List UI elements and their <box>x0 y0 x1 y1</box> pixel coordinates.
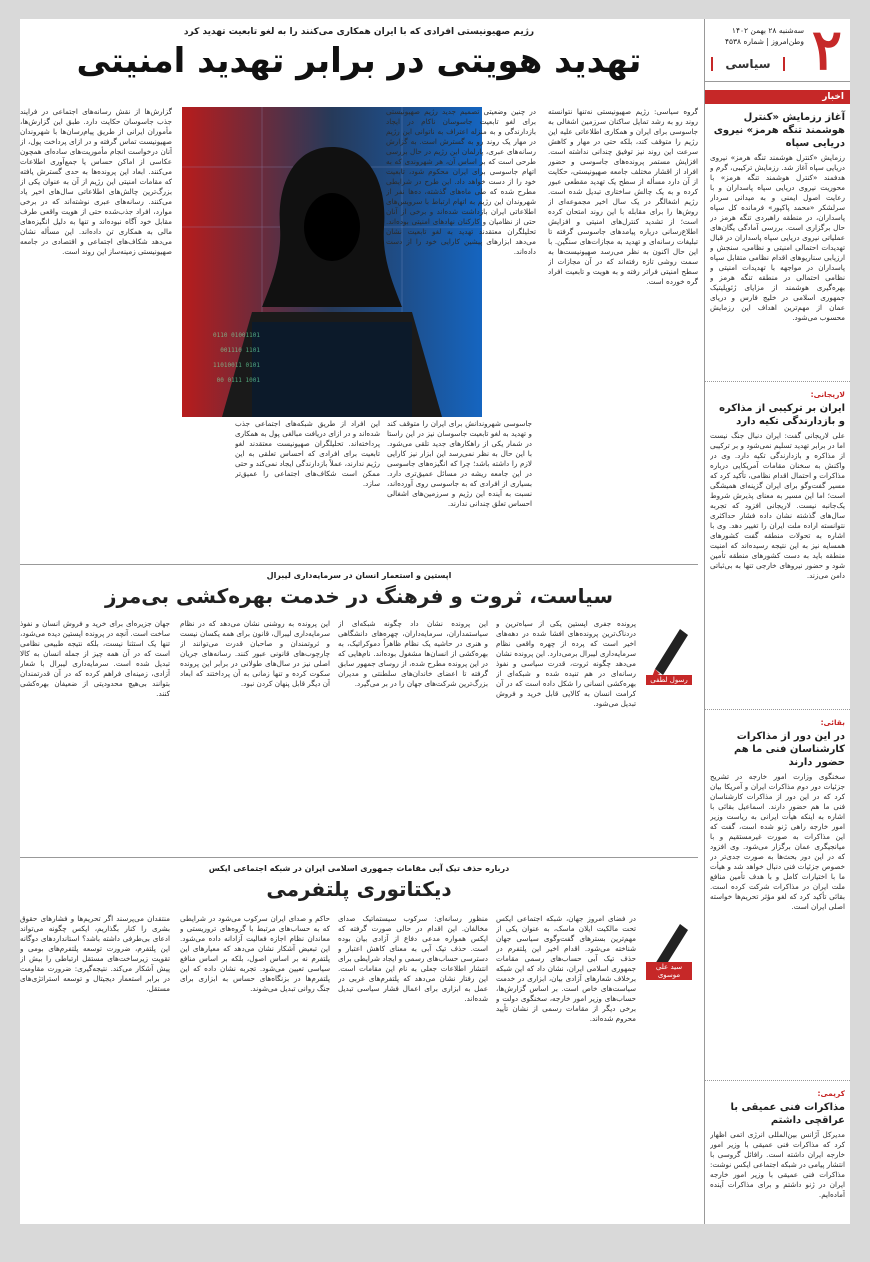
main-kicker: رژیم صهیونیستی افرادی که با ایران همکاری می‌کنند را به لغو تابعیت تهدید کرد <box>183 27 535 37</box>
author-box <box>640 914 698 984</box>
article2-col-3: این پرونده به روشنی نشان می‌دهد که در نظام سرمایه‌داری لیبرال، قانون برای همه یکسان نیست و ثروتمندان و صاحبان قدرت می‌توانند از چارچوب‌های قانونی عبور کنند. رسانه‌های جریان اصلی نیز در سال‌های طولانی در برابر این پرونده سکوت کرده و تنها زمانی به آن پرداختند که ابعاد آن دیگر قابل پنهان کردن نبود. <box>180 619 330 688</box>
article2-col-4: جهان جزیره‌ای برای خرید و فروش انسان و نفوذ ساخت است. آنچه در پرونده اپستین دیده می‌شود، تنها یک استثنا نیست، بلکه نتیجه طبیعی نظامی است که در آن همه چیز از جمله انسان به کالا تبدیل شده است. سرمایه‌داری لیبرال با شعار آزادی، زمینه‌ای فراهم کرده که در آن قدرتمندان بتوانند بی‌هیچ محدودیتی از ضعیفان بهره‌کشی کنند. <box>20 619 170 698</box>
pen-icon <box>640 619 698 679</box>
side-news-1 <box>705 104 850 377</box>
news-body: سخنگوی وزارت امور خارجه در تشریح جزئیات دور دوم مذاکرات ایران و آمریکا بیان کرد که در این دور از مذاکرات کارشناسان فنی ما هم حضور دارند. اسماعیل بقائی با اشاره به اینکه هیأت ایرانی به ریاست وزیر امور خارجه راهی ژنو شده است، گفت که این مذاکرات به صورت غیرمستقیم و با میانجیگری عمان برگزار می‌شود. وی افزود که در این دور بحث‌ها به صورت جدی‌تر در خصوص جزئیات فنی دنبال خواهد شد و هیأت ما با اختیارات کامل و با هدف تأمین منافع ملت ایران در مذاکرات شرکت کرده است. بقائی تأکید کرد که لغو مؤثر تحریم‌ها خواسته اصلی ایران است. <box>710 772 845 911</box>
side-news-4 <box>705 1085 850 1224</box>
main-col-3: گزارش‌ها از نقش رسانه‌های اجتماعی در فرایند جذب جاسوسان حکایت دارد. طبق این گزارش‌ها، مأموران ایرانی از طریق پیام‌رسان‌ها با شهروندان صهیونیست تماس گرفته و در ازای پرداخت پول، از آنان درخواست انجام مأموریت‌های ساده‌ای همچون عکاسی از اماکن حساس یا جمع‌آوری اطلاعات می‌کنند. ابعاد این پرونده‌ها به حدی گسترش یافته که مقامات امنیتی این رژیم از آن به عنوان یکی از بزرگ‌ترین چالش‌های اطلاعاتی سال‌های اخیر یاد می‌کنند. رسانه‌های عبری نوشته‌اند که در برخی موارد، افراد جذب‌شده حتی از هویت واقعی طرف مقابل خود آگاه نبوده‌اند و تنها به دلیل انگیزه‌های مالی به همکاری تن داده‌اند. این مسأله نشان می‌دهد شکاف‌های اجتماعی و اقتصادی در جامعه صهیونیستی زمینه‌ساز این روند است. <box>20 107 172 256</box>
main-col-1: گروه سیاسی: رژیم صهیونیستی نه‌تنها نتوانسته روند رو به رشد تمایل ساکنان سرزمین اشغالی به جاسوسی برای ایران و همکاری اطلاعاتی علیه این رژیم را متوقف کند، بلکه حتی در مهار و کاهش سرعت این روند نیز توفیق چندانی نداشته است. افزایش مستمر پرونده‌های جاسوسی و حضور افراد از اقشار مختلف جامعه صهیونیستی، حکایت از آن دارد مسأله از سطح یک تهدید مقطعی عبور کرده و به یک چالش ساختاری تبدیل شده است. رژیم اشغالگر در یک سال اخیر مجموعه‌ای از روش‌ها را برای مقابله با این روند امتحان کرده است؛ از تشدید کنترل‌های امنیتی و افزایش اطلاع‌رسانی درباره پیامدهای جاسوسی گرفته تا تبلیغات رسانه‌ای و تهدید به مجازات‌های سنگین. با این حال اکنون به نظر می‌رسد صهیونیست‌ها به سمت روشی تازه رفته‌اند که در آن مجازات از سطح امنیتی فراتر رفته و به هویت و تابعیت افراد گره خورده است. <box>548 107 698 286</box>
article2-col-1: پرونده جفری اپستین یکی از سیاه‌ترین و دردناک‌ترین پرونده‌های افشا شده در دهه‌های اخیر است که پرده از چهره واقعی نظام سرمایه‌داری لیبرال برمی‌دارد. این پرونده نشان می‌دهد چگونه ثروت، قدرت سیاسی و نفوذ رسانه‌ای در هم تنیده شده و شبکه‌ای از بهره‌کشی انسانی را شکل داده است که در آن کرامت انسان به کالایی قابل خرید و فروش تبدیل می‌شود. <box>496 619 636 708</box>
author-name: رسول لطفی <box>646 675 692 685</box>
side-column <box>704 19 850 1224</box>
main-col-5: این افراد از طریق شبکه‌های اجتماعی جذب شده‌اند و در ازای دریافت مبالغی پول به همکاری پرداخته‌اند. تحلیلگران صهیونیست معتقدند لغو تابعیت برای افرادی که احساس تعلقی به این رژیم ندارند، عملاً بازدارندگی ایجاد نمی‌کند و حتی ممکن است شکاف‌های اجتماعی را عمیق‌تر سازد. <box>235 419 380 488</box>
article2-headline: سیاست، ثروت و فرهنگ در خدمت بهره‌کشی بی‌مرز <box>104 584 614 608</box>
news-kicker: کریمی: <box>817 1089 845 1098</box>
page-number: ۲ <box>811 19 842 83</box>
news-title: ایران بر ترکیبی از مذاکره و بازدارندگی تکیه دارد <box>719 403 845 427</box>
news-kicker: لاریجانی: <box>810 390 845 399</box>
news-label: اخبار <box>705 90 850 104</box>
svg-text:01001101 0110: 01001101 0110 <box>213 332 260 339</box>
issue-date: سه‌شنبه ۲۸ بهمن ۱۴۰۲ <box>731 26 804 35</box>
main-col-2: در چنین وضعیتی تصمیم جدید رژیم صهیونیستی برای لغو تابعیت جاسوسان ناکام در ایجاد بازدارندگی و به منزله اعتراف به ناتوانی این رژیم در مهار یک روند رو به گسترش است. به گزارش رسانه‌های عبری، پارلمان این رژیم در حال بررسی طرحی است که بر اساس آن، هر شهروندی که به اتهام جاسوسی برای ایران محکوم شود، تابعیت خود را از دست خواهد داد. این طرح در شرایطی مطرح شده که طی ماه‌های گذشته، ده‌ها نفر از شهروندان این رژیم به اتهام ارتباط با سرویس‌های اطلاعاتی ایران بازداشت شده‌اند و برخی از آنان حتی از نظامیان و کارکنان نهادهای امنیتی بوده‌اند. تحلیلگران معتقدند تهدید به لغو تابعیت نشان می‌دهد ابزارهای پیشین کارایی خود را از دست داده‌اند. <box>386 107 536 256</box>
main-col-4: جاسوسی شهروندانش برای ایران را متوقف کند و تهدید به لغو تابعیت جاسوسان نیز در این راستا در شمار یکی از راهکارهای جدید تلقی می‌شود. با این حال به نظر نمی‌رسد این ابزار نیز کارایی لازم را داشته باشد؛ چرا که انگیزه‌های جاسوسی در این جامعه ریشه در مسائل عمیق‌تری دارد. بسیاری از افرادی که به جاسوسی روی آورده‌اند، نسبت به آینده این رژیم و سرزمین‌های اشغالی احساس تعلق چندانی ندارند. <box>387 419 532 508</box>
svg-text:0101 11010011: 0101 11010011 <box>213 362 260 369</box>
svg-text:1101 001110: 1101 001110 <box>220 347 260 354</box>
main-headline: تهدید هویتی در برابر تهدید امنیتی <box>76 41 642 81</box>
divider <box>20 857 698 858</box>
article3-col-3: حاکم و صدای ایران سرکوب می‌شود در شرایطی که به حساب‌های مرتبط با گروه‌های تروریستی و معاندان نظام اجازه فعالیت آزادانه داده می‌شود. این تبعیض آشکار نشان می‌دهد که معیارهای این پلتفرم نه بر اساس اصول، بلکه بر اساس منافع سیاسی تعیین می‌شود. تجربه نشان داده که این پلتفرم‌ها در بزنگاه‌های حساس به ابزاری برای جنگ روانی تبدیل می‌شوند. <box>180 914 330 993</box>
article3-kicker: درباره حذف تیک آبی مقامات جمهوری اسلامی ایران در شبکه اجتماعی ایکس <box>208 864 510 873</box>
side-news-3 <box>705 714 850 1076</box>
author-box <box>640 619 698 689</box>
svg-text:1001 0111 00: 1001 0111 00 <box>216 377 260 384</box>
divider <box>705 1080 850 1081</box>
page-header <box>705 19 850 82</box>
news-title: در این دور از مذاکرات کارشناسان فنی ما هم حضور دارند <box>733 731 845 768</box>
author-name: سید علی موسوی <box>646 962 692 980</box>
side-news-2 <box>705 386 850 705</box>
divider <box>705 381 850 382</box>
article2-col-2: این پرونده نشان داد چگونه شبکه‌ای از سیاستمداران، سرمایه‌داران، چهره‌های دانشگاهی و هنری در حاشیه یک نظام ظاهراً دموکراتیک، به بهره‌کشی از انسان‌ها مشغول بوده‌اند. نام‌هایی که در این پرونده مطرح شده، از روسای جمهور سابق گرفته تا اعضای خاندان‌های سلطنتی و مدیران بزرگ‌ترین شرکت‌های جهان را در بر می‌گیرد. <box>338 619 488 688</box>
news-body: رزمایش «کنترل هوشمند تنگه هرمز» نیروی دریایی سپاه آغاز شد. رزمایش ترکیبی، گرم و هدفمند «کنترل هوشمند تنگه هرمز» با محوریت نیروی دریایی سپاه پاسداران و با رعایت اصول ایمنی و به میدانی سردار سرلشکر «محمد پاکپور» فرمانده کل سپاه پاسداران، در منطقه راهبردی تنگه هرمز در حال برگزاری است. بررسی آمادگی یگان‌های عملیاتی نیروی دریایی سپاه پاسداران در قبال تهدیدات احتمالی امنیتی و نظامی، سنجش و ارزیابی سناریوهای اقدام نظامی متقابل سپاه پاسداران در مواجهه با تهدیدات امنیتی و نظامی احتمالی در منطقه تنگه هرمز و بهره‌گیری هوشمند از مزایای ژئوپلیتیک جمهوری اسلامی در خلیج فارس و دریای عمان از مهم‌ترین اهداف این رزمایش محسوب می‌شود. <box>710 153 845 322</box>
main-area <box>20 19 698 1224</box>
article3-col-2: منظور رسانه‌ای: سرکوب سیستماتیک صدای مخالفان. این اقدام در حالی صورت گرفته که ایکس همواره مدعی دفاع از آزادی بیان بوده است. حذف تیک آبی به معنای کاهش اعتبار و دسترسی حساب‌های رسمی و ایجاد شرایطی برای انتشار اطلاعات جعلی به نام این مقامات است. این رفتار نشان می‌دهد که پلتفرم‌های غربی در عمل به ابزاری برای اعمال فشار سیاسی تبدیل شده‌اند. <box>338 914 488 1003</box>
news-kicker: بقائی: <box>820 718 845 727</box>
divider <box>20 564 698 565</box>
issue-info <box>709 25 804 47</box>
article3-col-4: منتقدان می‌پرسند اگر تحریم‌ها و فشارهای حقوق بشری را کنار بگذاریم، ایکس چگونه می‌تواند ادعای بی‌طرفی داشته باشد؟ استانداردهای دوگانه این پلتفرم، ضرورت توسعه پلتفرم‌های بومی و تقویت زیرساخت‌های مستقل ارتباطی را بیش از پیش آشکار می‌کند. نتیجه‌گیری: ضرورت مقاومت در برابر استعمار دیجیتال و توسعه استراتژی‌های مستقل. <box>20 914 170 993</box>
article2-kicker: اپستین و استعمار انسان در سرمایه‌داری لیبرال <box>266 571 452 580</box>
article3-headline: دیکتاتوری پلتفرمی <box>266 877 452 901</box>
news-title: آغاز رزمایش «کنترل هوشمند تنگه هرمز» نیروی دریایی سپاه <box>713 112 845 149</box>
section-label: سیاسی <box>711 57 785 71</box>
divider <box>705 709 850 710</box>
news-body: علی لاریجانی گفت: ایران دنبال جنگ نیست اما در برابر تهدید تسلیم نمی‌شود و بر ترکیبی از مذاکره و بازدارندگی تکیه دارد. وی در واکنش به سخنان مقامات آمریکایی درباره مذاکرات و احتمال اقدام نظامی، تأکید کرد که مسیر گفت‌وگو برای ایران گزینه‌ای همیشگی است؛ اما این مسیر به معنای پذیرش شروط یک‌جانبه نیست. لاریجانی افزود که تجربه سال‌های گذشته نشان داده فشار حداکثری نتوانسته اراده ملت ایران را تغییر دهد. وی با اشاره به تحولات منطقه گفت کشورهای همسایه نیز به این نتیجه رسیده‌اند که امنیت منطقه باید به دست کشورهای منطقه تأمین شود و حضور نیروهای خارجی تنها به بی‌ثباتی دامن می‌زند. <box>710 431 845 580</box>
article3-col-1: در فضای امروز جهان، شبکه اجتماعی ایکس تحت مالکیت ایلان ماسک، به عنوان یکی از مهم‌ترین بسترهای گفت‌وگوی سیاسی جهان شناخته می‌شود. اقدام اخیر این پلتفرم در حذف تیک آبی حساب‌های رسمی مقامات جمهوری اسلامی ایران، نشان داد که این شبکه برخلاف شعارهای آزادی بیان، ابزاری در خدمت سیاست‌های خاص است. بر اساس گزارش‌ها، حساب‌های وزیر امور خارجه، سخنگوی دولت و برخی دیگر از مقامات رسمی از نشان تأیید محروم شده‌اند. <box>496 914 636 1023</box>
news-body: مدیرکل آژانس بین‌المللی انرژی اتمی اظهار کرد که مذاکرات فنی عمیقی با وزیر امور خارجه ایران داشته است. رافائل گروسی با انتشار پیامی در شبکه اجتماعی ایکس نوشت: مذاکرات فنی عمیقی با وزیر امور خارجه ایران در ژنو داشتم و برای مذاکرات آینده آماده‌ایم. <box>710 1130 845 1199</box>
news-title: مذاکرات فنی عمیقی با عراقچی داشتم <box>730 1102 845 1126</box>
col2-placeholder <box>539 107 540 108</box>
issue-number: وطن‌امروز | شماره ۴۵۳۸ <box>724 37 804 46</box>
